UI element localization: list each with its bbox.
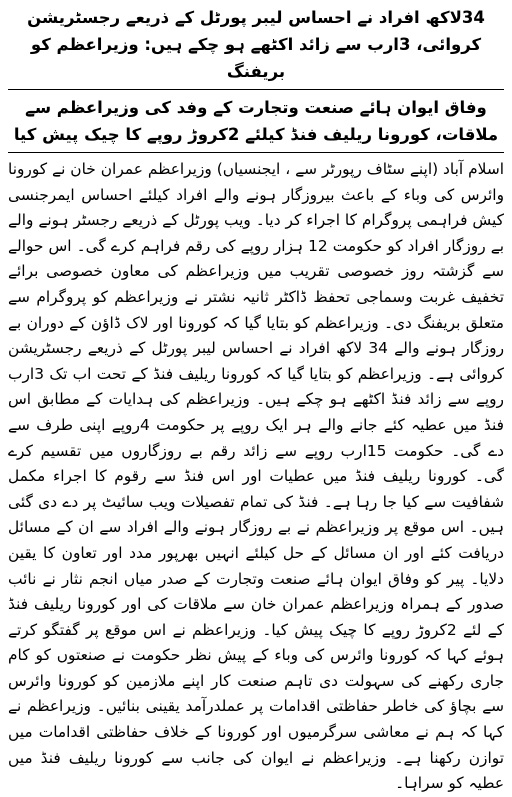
sub-headline: وفاق ایوان ہائے صنعت وتجارت کے وفد کی وزیراعظم سے ملاقات، کورونا ریلیف فنڈ کیلئے 2کروڑ روپے کا چیک پیش کیا bbox=[13, 98, 499, 144]
body-divider bbox=[8, 152, 504, 153]
main-headline: 34لاکھ افراد نے احساس لیبر پورٹل کے ذریعے رجسٹریشن کروائی، 3ارب سے زائد اکٹھے ہو چکے ہیں: وزیراعظم کو بریفنگ bbox=[27, 8, 485, 81]
headline-divider bbox=[8, 89, 504, 90]
article-body: اسلام آباد (اپنے سٹاف رپورٹر سے ، ایجنسیاں) وزیراعظم عمران خان نے کورونا وائرس کی وباء کے باعث بیروزگار ہونے والے افراد کیلئے احساس ایمرجنسی کیش فراہمی پروگرام کا اجراء کر دیا۔ ویب پورٹل کے ذریعے رجسٹر ہونے والے بے روزگار افراد کو حکومت 12 ہزار روپے کی رقم فراہم کرے گی۔ اس حوالے سے گزشتہ روز خصوصی تقریب میں وزیراعظم کی معاون خصوصی برائے تخفیف غربت وسماجی تحفظ ڈاکٹر ثانیہ نشتر نے وزیراعظم کو پروگرام سے متعلق بریفنگ دی۔ وزیراعظم کو بتایا گیا کہ کورونا اور لاک ڈاؤن کے دوران بے روزگار ہونے والے 34 لاکھ افراد نے احساس لیبر پورٹل کے ذریعے رجسٹریشن کروائی ہے۔ وزیراعظم کو بتایا گیا کہ کورونا ریلیف فنڈ کے تحت اب تک 3ارب روپے سے زائد فنڈ اکٹھے ہو چکے ہیں۔ وزیراعظم کی ہدایات کے مطابق اس فنڈ میں عطیہ کئے جانے والے ہر ایک روپے پر حکومت 4روپے اپنی طرف سے دے گی۔ حکومت 15ارب روپے سے زائد رقم بے روزگاروں میں تقسیم کرے گی۔ کورونا ریلیف فنڈ میں عطیات اور اس فنڈ سے رقوم کا اجراء مکمل شفافیت سے کیا جا رہا ہے۔ فنڈ کی تمام تفصیلات ویب سائیٹ پر دے دی گئی ہیں۔ اس موقع پر وزیراعظم نے بے روزگار ہونے والے افراد سے ان کے مسائل دریافت کئے اور ان مسائل کے حل کیلئے انہیں بھرپور مدد اور تعاون کا یقین دلایا۔ پیر کو وفاق ایوان ہائے صنعت وتجارت کے صدر میاں انجم نثار نے نائب صدور کے ہمراہ وزیراعظم عمران خان سے ملاقات کی اور کورونا ریلیف فنڈ کے لئے 2کروڑ روپے کا چیک پیش کیا۔ وزیراعظم نے اس موقع پر گفتگو کرتے ہوئے کہا کہ کورونا وائرس کی وباء کے پیش نظر حکومت نے صنعتوں کو کام جاری رکھنے کی سہولت دی تاہم صنعت کار اپنے ملازمین کو کورونا وائرس سے بچاؤ کی خاطر حفاظتی اقدامات پر عملدرآمد یقینی بنائیں۔ وزیراعظم نے کہا کہ ہم نے معاشی سرگرمیوں اور کورونا کے خلاف حفاظتی اقدامات میں توازن رکھنا ہے۔ وزیراعظم نے ایوان کی جانب سے کورونا ریلیف فنڈ میں عطیہ کو سراہا۔ bbox=[8, 160, 505, 793]
